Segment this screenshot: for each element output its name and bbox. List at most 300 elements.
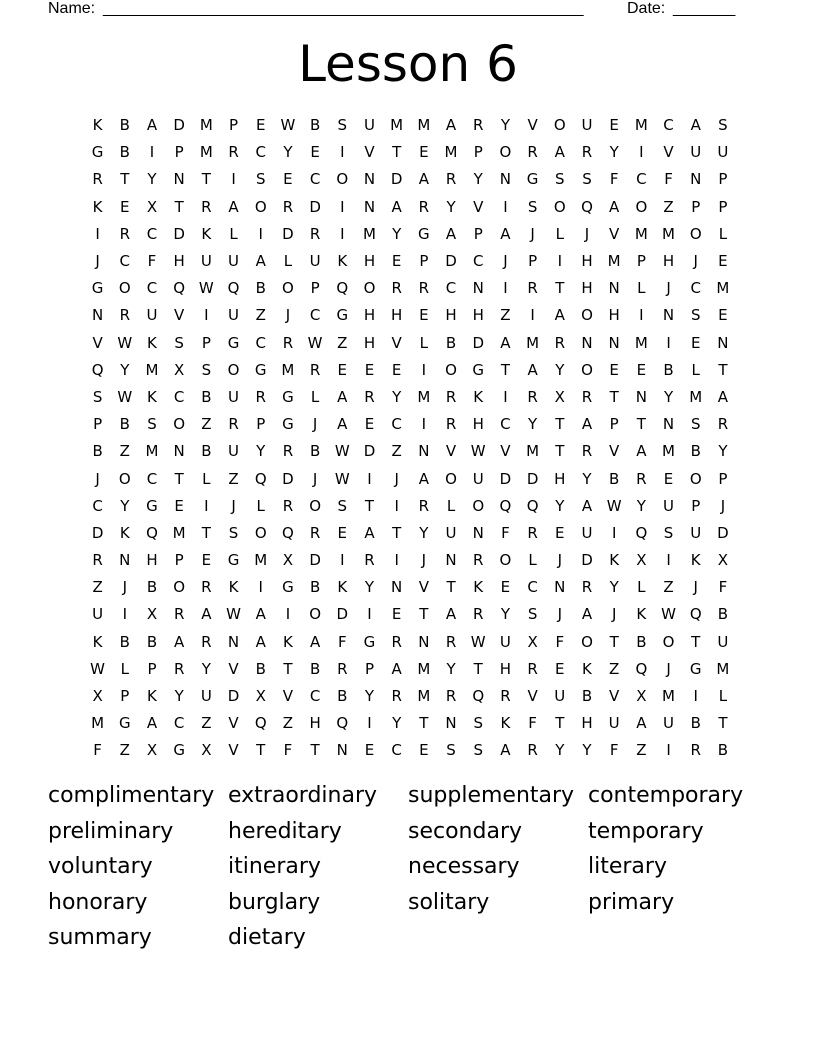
grid-letter: I <box>340 197 345 216</box>
grid-letter: F <box>718 578 728 597</box>
grid-letter: I <box>639 306 644 325</box>
grid-letter: A <box>581 496 593 515</box>
grid-letter: H <box>608 306 620 325</box>
grid-letter: R <box>201 578 212 597</box>
grid-letter: S <box>473 714 483 733</box>
grid-letter: X <box>636 551 647 570</box>
grid-letter: H <box>581 714 593 733</box>
grid-letter: R <box>581 387 593 406</box>
grid-letter: R <box>282 496 294 515</box>
grid-letter: U <box>608 714 620 733</box>
grid-letter: J <box>312 469 318 488</box>
grid-letter: S <box>255 170 266 189</box>
grid-letter: D <box>336 605 349 624</box>
grid-letter: Z <box>609 659 620 678</box>
page-title: Lesson 6 <box>298 35 518 93</box>
grid-letter: H <box>554 469 566 488</box>
grid-letter: D <box>499 469 512 488</box>
grid-letter: E <box>391 360 402 379</box>
grid-letter: Y <box>555 496 565 515</box>
grid-letter: P <box>364 659 374 678</box>
grid-letter: K <box>609 551 620 570</box>
grid-letter: H <box>146 551 158 570</box>
grid-letter: A <box>636 714 647 733</box>
grid-letter: E <box>609 116 619 135</box>
grid-letter: C <box>92 496 103 515</box>
grid-letter: E <box>364 415 375 434</box>
grid-letter: L <box>229 224 238 243</box>
grid-letter: G <box>689 659 702 678</box>
grid-letter: M <box>362 224 376 243</box>
grid-letter: R <box>92 170 103 189</box>
grid-letter: A <box>690 116 701 135</box>
grid-letter: V <box>609 224 620 243</box>
grid-letter: N <box>662 306 675 325</box>
grid-letter: H <box>581 252 593 271</box>
grid-letter: A <box>445 605 457 624</box>
grid-letter: I <box>285 605 291 624</box>
grid-letter: B <box>609 469 620 488</box>
grid-letter: G <box>254 360 267 379</box>
grid-letter: J <box>611 605 617 624</box>
grid-letter: R <box>473 605 484 624</box>
word-bank-item: summary <box>48 925 152 950</box>
grid-letter: B <box>119 415 130 434</box>
grid-letter: A <box>228 197 239 216</box>
grid-letter: N <box>363 197 376 216</box>
grid-letter: X <box>201 741 212 760</box>
grid-letter: T <box>120 170 130 189</box>
grid-letter: N <box>445 551 457 570</box>
grid-letter: R <box>418 279 430 298</box>
grid-letter: N <box>445 714 457 733</box>
grid-letter: H <box>309 714 321 733</box>
grid-letter: P <box>691 197 701 216</box>
grid-letter: K <box>92 197 103 216</box>
grid-letter: O <box>336 170 349 189</box>
grid-letter: G <box>282 387 294 406</box>
grid-letter: R <box>173 659 185 678</box>
grid-letter: Q <box>581 197 593 216</box>
grid-letter: E <box>718 306 728 325</box>
grid-letter: Y <box>473 170 483 189</box>
grid-letter: U <box>717 143 729 162</box>
grid-letter: A <box>554 306 565 325</box>
grid-letter: C <box>119 252 131 271</box>
grid-letter: N <box>391 578 403 597</box>
grid-letter: E <box>555 523 565 542</box>
grid-letter: L <box>718 687 728 706</box>
grid-letter: V <box>228 659 239 678</box>
grid-letter: C <box>146 469 158 488</box>
grid-letter: S <box>690 415 701 434</box>
grid-letter: N <box>363 170 376 189</box>
grid-letter: O <box>254 197 267 216</box>
grid-letter: S <box>527 605 538 624</box>
grid-letter: R <box>255 387 266 406</box>
date-label: Date: <box>627 0 666 17</box>
grid-letter: Y <box>120 360 130 379</box>
grid-letter: I <box>666 551 671 570</box>
grid-letter: V <box>418 578 429 597</box>
grid-letter: M <box>526 333 540 352</box>
grid-letter: K <box>500 714 511 733</box>
grid-letter: J <box>95 469 100 488</box>
grid-letter: Y <box>663 387 674 406</box>
grid-letter: C <box>309 687 321 706</box>
grid-letter: J <box>720 496 726 515</box>
grid-letter: L <box>283 252 293 271</box>
grid-letter: Y <box>201 659 211 678</box>
grid-letter: D <box>91 523 104 542</box>
grid-letter: J <box>503 252 508 271</box>
grid-letter: M <box>716 279 730 298</box>
grid-letter: F <box>528 714 537 733</box>
grid-letter: T <box>718 714 728 733</box>
grid-letter: E <box>364 741 375 760</box>
grid-letter: I <box>503 387 508 406</box>
grid-letter: O <box>689 224 702 243</box>
grid-letter: Y <box>283 143 293 162</box>
grid-letter: F <box>147 252 157 271</box>
grid-letter: O <box>581 632 593 651</box>
grid-letter: R <box>364 387 375 406</box>
grid-letter: Y <box>555 360 565 379</box>
grid-letter: I <box>503 279 508 298</box>
grid-letter: I <box>204 496 209 515</box>
grid-letter: H <box>472 415 484 434</box>
grid-letter: Y <box>419 523 429 542</box>
grid-letter: U <box>445 523 457 542</box>
grid-letter: I <box>421 360 427 379</box>
grid-letter: N <box>173 170 185 189</box>
grid-letter: I <box>340 551 345 570</box>
grid-letter: Y <box>718 442 728 461</box>
grid-letter: T <box>364 496 375 515</box>
grid-letter: E <box>419 741 429 760</box>
grid-letter: X <box>92 687 103 706</box>
grid-letter: E <box>391 605 402 624</box>
grid-letter: U <box>363 116 375 135</box>
grid-letter: J <box>666 279 671 298</box>
grid-letter: N <box>690 170 702 189</box>
grid-letter: S <box>473 741 483 760</box>
grid-letter: A <box>527 360 538 379</box>
grid-letter: E <box>255 116 266 135</box>
grid-letter: I <box>666 741 671 760</box>
grid-letter: G <box>227 333 240 352</box>
grid-letter: F <box>93 741 102 760</box>
grid-letter: C <box>636 170 647 189</box>
grid-letter: M <box>199 143 213 162</box>
word-bank-item: itinerary <box>228 854 321 879</box>
grid-letter: I <box>394 496 399 515</box>
grid-letter: M <box>281 360 295 379</box>
grid-letter: J <box>394 469 399 488</box>
grid-letter: O <box>499 143 512 162</box>
grid-letter: Z <box>119 741 130 760</box>
grid-letter: G <box>472 360 485 379</box>
grid-letter: M <box>689 387 703 406</box>
grid-letter: B <box>201 387 212 406</box>
grid-letter: T <box>500 360 510 379</box>
grid-letter: R <box>527 741 538 760</box>
grid-letter: S <box>228 523 239 542</box>
grid-letter: A <box>309 632 321 651</box>
grid-letter: T <box>392 523 402 542</box>
grid-letter: U <box>663 496 675 515</box>
grid-letter: P <box>310 279 320 298</box>
grid-letter: T <box>555 442 565 461</box>
date-blank-line: _______ <box>673 0 736 17</box>
grid-letter: W <box>334 469 350 488</box>
grid-letter: E <box>337 360 348 379</box>
grid-letter: P <box>120 687 130 706</box>
grid-letter: Y <box>500 116 510 135</box>
grid-letter: U <box>554 687 566 706</box>
grid-letter: H <box>662 252 675 271</box>
grid-letter: M <box>91 714 105 733</box>
grid-letter: N <box>499 170 512 189</box>
grid-letter: J <box>95 252 100 271</box>
grid-letter: A <box>500 741 511 760</box>
grid-letter: B <box>309 116 321 135</box>
grid-letter: W <box>198 279 214 298</box>
grid-letter: A <box>500 333 511 352</box>
grid-letter: R <box>445 387 457 406</box>
grid-letter: F <box>501 523 510 542</box>
grid-letter: U <box>92 605 104 624</box>
grid-letter: E <box>174 496 184 515</box>
grid-letter: P <box>691 496 701 515</box>
grid-letter: N <box>119 551 131 570</box>
grid-letter: E <box>391 252 402 271</box>
grid-letter: R <box>473 116 484 135</box>
grid-letter: K <box>473 387 484 406</box>
grid-letter: K <box>201 224 212 243</box>
grid-letter: K <box>147 387 157 406</box>
grid-letter: H <box>173 252 185 271</box>
grid-letter: O <box>499 551 512 570</box>
grid-letter: T <box>310 741 320 760</box>
grid-letter: T <box>174 197 184 216</box>
grid-letter: T <box>256 741 266 760</box>
grid-letter: R <box>445 632 457 651</box>
grid-letter: I <box>693 687 698 706</box>
grid-letter: G <box>146 496 158 515</box>
grid-letter: K <box>92 632 103 651</box>
grid-letter: Y <box>147 170 157 189</box>
grid-letter: R <box>173 605 185 624</box>
grid-letter: N <box>635 387 647 406</box>
grid-letter: A <box>337 387 348 406</box>
grid-letter: S <box>527 197 538 216</box>
word-bank-item: supplementary <box>408 783 575 808</box>
grid-letter: J <box>421 551 427 570</box>
grid-letter: H <box>499 659 512 678</box>
grid-letter: W <box>280 116 296 135</box>
grid-letter: Y <box>446 197 456 216</box>
grid-letter: N <box>608 333 620 352</box>
grid-letter: R <box>581 143 593 162</box>
grid-letter: Z <box>92 578 103 597</box>
grid-letter: Y <box>364 578 375 597</box>
grid-letter: Y <box>500 605 510 624</box>
grid-letter: S <box>92 387 103 406</box>
grid-letter: L <box>256 496 265 515</box>
header-line <box>48 0 748 20</box>
grid-letter: R <box>527 387 538 406</box>
grid-letter: B <box>445 333 457 352</box>
grid-letter: W <box>334 442 350 461</box>
grid-letter: T <box>446 578 456 597</box>
grid-letter: A <box>391 659 402 678</box>
grid-letter: O <box>689 469 702 488</box>
grid-letter: I <box>530 306 535 325</box>
grid-letter: I <box>367 469 372 488</box>
grid-letter: Y <box>120 496 130 515</box>
grid-letter: U <box>228 306 240 325</box>
grid-letter: O <box>309 605 321 624</box>
grid-letter: T <box>636 415 646 434</box>
grid-letter: F <box>664 170 673 189</box>
grid-letter: B <box>146 632 158 651</box>
grid-letter: R <box>445 687 457 706</box>
grid-letter: H <box>472 306 484 325</box>
grid-letter: Y <box>609 578 619 597</box>
grid-letter: S <box>337 496 348 515</box>
grid-letter: X <box>527 632 538 651</box>
grid-letter: R <box>201 197 212 216</box>
grid-letter: M <box>526 442 540 461</box>
grid-letter: X <box>146 197 158 216</box>
grid-letter: O <box>309 496 321 515</box>
grid-letter: E <box>690 333 701 352</box>
grid-letter: B <box>690 442 701 461</box>
grid-letter: S <box>690 306 701 325</box>
grid-letter: O <box>581 306 593 325</box>
grid-letter: U <box>499 632 511 651</box>
grid-letter: A <box>146 714 158 733</box>
word-bank-item: burglary <box>228 889 321 915</box>
grid-letter: R <box>717 415 729 434</box>
grid-letter: L <box>555 224 564 243</box>
grid-letter: B <box>337 687 348 706</box>
grid-letter: N <box>717 333 729 352</box>
grid-letter: B <box>717 741 729 760</box>
grid-letter: T <box>419 714 429 733</box>
grid-letter: N <box>173 442 185 461</box>
grid-letter: C <box>146 224 158 243</box>
grid-letter: N <box>554 578 566 597</box>
grid-letter: I <box>503 197 508 216</box>
grid-letter: O <box>282 279 294 298</box>
grid-letter: C <box>690 279 701 298</box>
grid-letter: J <box>122 578 127 597</box>
grid-letter: O <box>173 415 186 434</box>
grid-letter: R <box>581 442 593 461</box>
grid-letter: V <box>445 442 457 461</box>
grid-letter: K <box>119 523 130 542</box>
grid-letter: L <box>310 387 320 406</box>
grid-letter: A <box>581 415 593 434</box>
grid-letter: K <box>473 578 484 597</box>
grid-letter: V <box>609 687 620 706</box>
grid-letter: Y <box>364 687 375 706</box>
grid-letter: N <box>418 632 430 651</box>
grid-letter: P <box>174 143 184 162</box>
grid-letter: A <box>337 415 348 434</box>
grid-letter: R <box>119 224 130 243</box>
grid-letter: R <box>636 469 647 488</box>
grid-letter: Q <box>227 279 240 298</box>
grid-letter: H <box>363 333 376 352</box>
grid-letter: V <box>174 306 185 325</box>
grid-letter: L <box>120 659 129 678</box>
grid-letter: L <box>637 578 646 597</box>
word-bank <box>48 780 768 958</box>
grid-letter: V <box>228 714 239 733</box>
grid-letter: O <box>363 279 376 298</box>
grid-letter: R <box>119 306 130 325</box>
word-bank-item: honorary <box>48 889 148 915</box>
grid-letter: Z <box>228 469 239 488</box>
grid-letter: J <box>285 306 291 325</box>
grid-letter: V <box>391 333 402 352</box>
grid-letter: X <box>554 387 565 406</box>
grid-letter: W <box>307 333 323 352</box>
grid-letter: G <box>282 415 294 434</box>
grid-letter: M <box>145 360 159 379</box>
grid-letter: J <box>584 224 590 243</box>
grid-letter: E <box>201 551 212 570</box>
grid-letter: M <box>634 224 648 243</box>
grid-letter: T <box>555 714 565 733</box>
grid-letter: H <box>363 306 376 325</box>
grid-letter: F <box>609 741 619 760</box>
grid-letter: M <box>145 442 159 461</box>
grid-letter: P <box>718 469 728 488</box>
grid-letter: R <box>527 659 538 678</box>
grid-letter: C <box>527 578 538 597</box>
grid-letter: M <box>662 442 675 461</box>
grid-letter: L <box>528 551 537 570</box>
grid-letter: N <box>608 279 620 298</box>
grid-letter: Q <box>254 469 267 488</box>
grid-letter: X <box>282 551 294 570</box>
grid-letter: L <box>419 333 429 352</box>
grid-letter: C <box>445 279 457 298</box>
grid-letter: A <box>445 224 457 243</box>
grid-letter: U <box>717 632 729 651</box>
grid-letter: O <box>254 523 267 542</box>
grid-letter: P <box>93 415 103 434</box>
grid-letter: Z <box>663 197 674 216</box>
grid-letter: W <box>90 659 106 678</box>
grid-letter: G <box>282 578 294 597</box>
grid-letter: A <box>717 387 729 406</box>
grid-letter: K <box>92 116 103 135</box>
grid-letter: W <box>226 605 241 624</box>
grid-letter: U <box>228 387 240 406</box>
grid-letter: R <box>309 360 321 379</box>
grid-letter: P <box>718 170 728 189</box>
grid-letter: R <box>527 279 538 298</box>
grid-letter: T <box>609 632 619 651</box>
grid-letter: S <box>201 360 212 379</box>
grid-letter: P <box>636 252 646 271</box>
grid-letter: Q <box>336 714 349 733</box>
